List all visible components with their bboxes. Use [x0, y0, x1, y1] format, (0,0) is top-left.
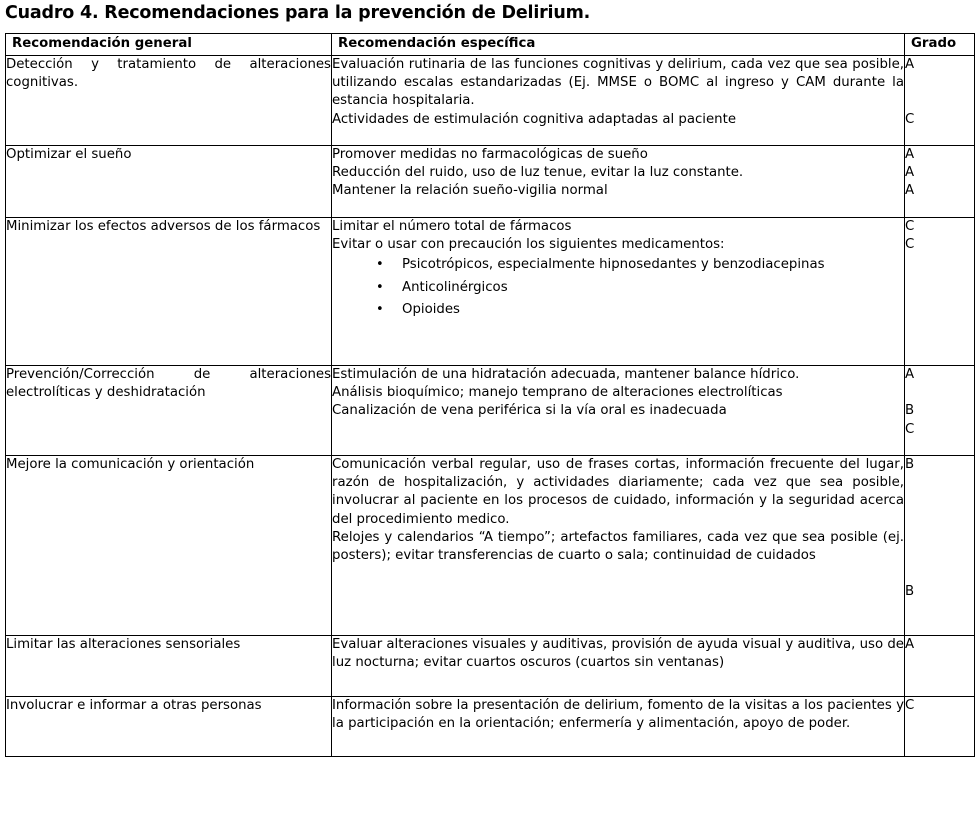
specific-recommendation [332, 456, 905, 636]
specific-item: Análisis bioquímico; manejo temprano de alteraciones electrolíticas [332, 385, 783, 401]
table-row [6, 697, 975, 757]
general-recommendation: Prevención/Corrección de alteraciones electrolíticas y deshidratación [6, 366, 332, 456]
grade-value: A [905, 637, 915, 652]
grade-value: C [905, 698, 915, 713]
general-recommendation: Limitar las alteraciones sensoriales [6, 636, 332, 697]
specific-recommendation [332, 146, 905, 218]
recommendations-table [5, 33, 975, 757]
specific-item: Evitar o usar con precaución los siguientes medicamentos: [332, 237, 725, 253]
grade-cell [905, 366, 975, 456]
grade-cell [905, 146, 975, 218]
grade-cell [905, 456, 975, 636]
header-general: Recomendación general [6, 34, 332, 56]
grade-value: B [905, 403, 915, 419]
grade-cell [905, 697, 975, 757]
specific-item: Promover medidas no farmacológicas de sueño [332, 147, 648, 162]
list-item: • Psicotrópicos, especialmente hipnosedantes y benzodiacepinas [332, 256, 904, 274]
table-row [6, 218, 975, 366]
specific-item: Limitar el número total de fármacos [332, 219, 572, 234]
specific-recommendation [332, 56, 905, 146]
table-row [6, 456, 975, 636]
specific-item: Comunicación verbal regular, uso de frases cortas, información frecuente del lugar, razón de hospitalización, y actividades diariamente; cada vez que sea posible, involucrar al paciente en los procesos de cuidado, información y la seguridad acerca del procedimiento medico. [332, 457, 904, 527]
specific-recommendation [332, 366, 905, 456]
specific-recommendation [332, 636, 905, 697]
table-row [6, 366, 975, 456]
grade-value: C [905, 219, 915, 234]
grade-cell [905, 636, 975, 697]
table-row [6, 56, 975, 146]
grade-value: A [905, 147, 915, 162]
specific-item: Relojes y calendarios “A tiempo”; artefactos familiares, cada vez que sea posible (ej. posters); evitar transferencias de cuarto o sala; continuidad de cuidados [332, 529, 904, 564]
general-recommendation: Optimizar el sueño [6, 146, 332, 218]
grade-cell [905, 218, 975, 366]
header-row [6, 34, 975, 56]
general-recommendation: Involucrar e informar a otras personas [6, 697, 332, 757]
general-recommendation: Minimizar los efectos adversos de los fármacos [6, 218, 332, 366]
grade-value: A [905, 57, 915, 72]
specific-item: Actividades de estimulación cognitiva adaptadas al paciente [332, 111, 736, 127]
grade-value: C [905, 421, 915, 437]
specific-item: Mantener la relación sueño-vigilia normal [332, 183, 608, 199]
grade-value: A [905, 183, 915, 199]
grade-value: A [905, 165, 915, 181]
grade-value: C [905, 237, 915, 253]
list-item: • Opioides [332, 301, 904, 319]
header-specific: Recomendación específica [332, 34, 905, 56]
grade-value: B [905, 457, 915, 472]
specific-item: Información sobre la presentación de delirium, fomento de la visitas a los pacientes y la participación en la orientación; enfermería y alimentación, apoyo de poder. [332, 698, 904, 732]
header-grade: Grado [905, 34, 975, 56]
table-row [6, 636, 975, 697]
list-item: • Anticolinérgicos [332, 279, 904, 297]
specific-item: Evaluar alteraciones visuales y auditivas, provisión de ayuda visual y auditiva, uso de luz nocturna; evitar cuartos oscuros (cuartos sin ventanas) [332, 637, 904, 671]
grade-value: A [905, 367, 915, 382]
table-row [6, 146, 975, 218]
grade-value: C [905, 111, 915, 127]
specific-recommendation [332, 697, 905, 757]
general-recommendation: Mejore la comunicación y orientación [6, 456, 332, 636]
specific-item: Evaluación rutinaria de las funciones cognitivas y delirium, cada vez que sea posible, utilizando escalas estandarizadas (Ej. MMSE o BOMC al ingreso y CAM durante la estancia hospitalaria. [332, 57, 904, 109]
general-recommendation: Detección y tratamiento de alteraciones cognitivas. [6, 56, 332, 146]
specific-item: Reducción del ruido, uso de luz tenue, evitar la luz constante. [332, 165, 744, 181]
table-caption: Cuadro 4. Recomendaciones para la prevención de Delirium. [5, 3, 591, 23]
specific-item: Canalización de vena periférica si la vía oral es inadecuada [332, 403, 727, 419]
medication-list [332, 256, 904, 319]
grade-value: B [905, 584, 915, 600]
specific-recommendation [332, 218, 905, 366]
specific-item: Estimulación de una hidratación adecuada, mantener balance hídrico. [332, 367, 800, 382]
grade-cell [905, 56, 975, 146]
